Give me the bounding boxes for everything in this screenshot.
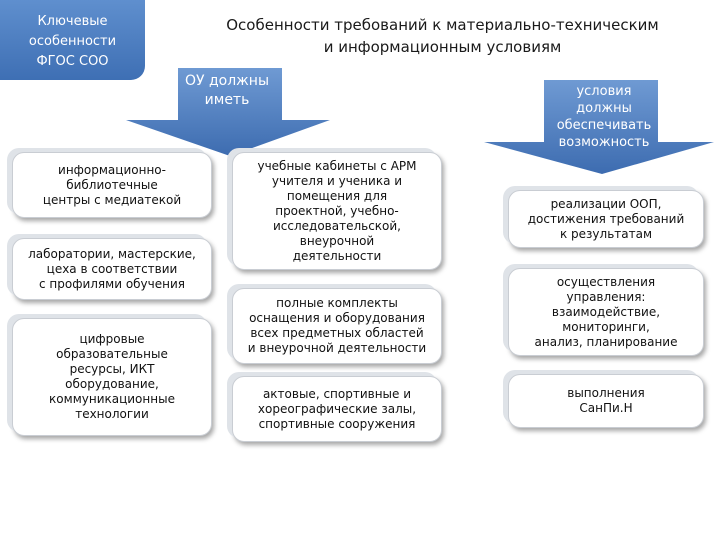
box-text-line: мониторинги, [562,319,650,334]
box-text-line: деятельности [292,248,382,263]
box-text-line: с профилями обучения [38,276,185,291]
box-text-line: образовательные [56,347,168,361]
box-text-line: проектной, учебно- [275,203,399,218]
box-text-line: полные комплекты [276,296,398,310]
left-arrow-label-line: ОУ должны [184,73,269,89]
requirement-box [232,376,442,442]
box-text-line: центры с медиатекой [42,192,182,207]
box-text-line: цеха в соответствии [46,261,178,276]
requirement-box [12,318,212,436]
box-text-line: и внеурочной деятельности [247,341,427,355]
requirement-box [508,374,704,428]
requirement-box [12,152,212,218]
box-text-line: оснащения и оборудования [249,311,425,325]
box-text-line: выполнения [567,386,645,400]
box-text-line: СанПи.Н [579,401,633,415]
box-text-line: осуществления [556,274,656,289]
page-title-line: и информационным условиям [323,38,562,56]
box-text-line: анализ, планирование [534,334,678,349]
right-arrow-label-line: условия [576,84,632,99]
requirement-box [12,238,212,300]
box-text-line: внеурочной [299,233,375,248]
corner-label-line: особенности [28,33,117,49]
box-text-line: ресурсы, ИКТ [69,362,155,376]
requirement-box [232,288,442,364]
requirement-box [508,190,704,248]
requirement-box [232,152,442,270]
corner-label-line: Ключевые [37,13,108,29]
right-arrow-label-line: должны [576,101,632,116]
box-text-line: учебные кабинеты с АРМ [257,158,417,173]
left-arrow-label [170,72,284,110]
box-text-line: спортивные сооружения [258,416,416,431]
requirement-box [508,268,704,356]
box-text-line: всех предметных областей [250,326,424,340]
box-text-line: достижения требований [527,211,685,226]
box-text-line: коммуникационные [49,392,175,406]
box-text-line: актовые, спортивные и [262,386,412,401]
box-text-line: информационно- [58,162,166,177]
box-text-line: исследовательской, [272,218,401,233]
box-text-line: лаборатории, мастерские, [28,246,196,261]
page-title [170,14,715,58]
right-arrow-label [540,83,668,151]
right-arrow-label-line: возможность [558,135,650,150]
box-text-line: хореографические залы, [257,401,417,416]
left-arrow-label-line: иметь [204,92,250,108]
box-text-line: помещения для [286,188,388,203]
box-text-line: цифровые [79,332,145,346]
box-text-line: оборудование, [65,377,159,391]
box-text-line: взаимодействие, [551,304,661,319]
box-text-line: библиотечные [66,177,158,192]
box-text-line: учителя и ученика и [271,173,403,188]
page-title-line: Особенности требований к материально-техническим [226,16,659,34]
right-arrow-label-line: обеспечивать [556,118,652,133]
box-text-line: реализации ООП, [550,196,662,211]
corner-label-line: ФГОС СОО [36,53,109,69]
box-text-line: управления: [566,289,646,304]
box-text-line: к результатам [559,226,653,241]
box-text-line: технологии [75,407,149,421]
